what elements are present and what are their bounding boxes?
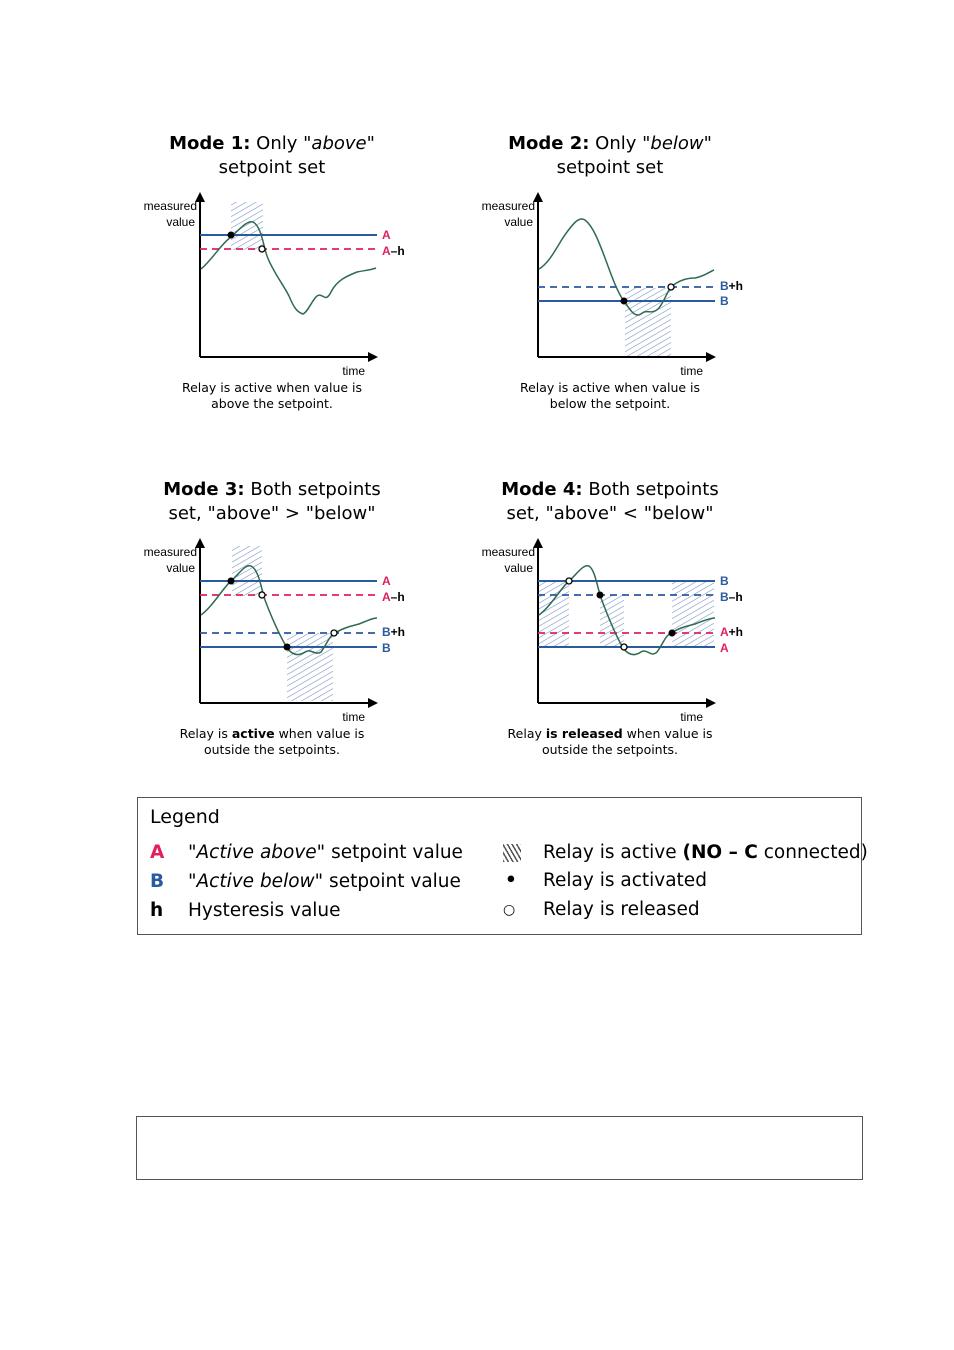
svg-text:B: B	[720, 574, 729, 588]
mode-2-caption: Relay is active when value is below the setpoint.	[519, 380, 701, 411]
mode-1-title: Mode 1: Only "above" setpoint set	[169, 133, 375, 178]
svg-text:B–h: B–h	[720, 590, 743, 604]
svg-text:value: value	[166, 561, 195, 575]
legend-symbol-a: A	[150, 842, 165, 863]
legend-symbol-h: h	[150, 900, 164, 921]
legend-box: Legend A "Active above" setpoint value B "Active below" setpoint value h Hysteresis value Relay is active (NO – C connected) • Relay is activated ○ Relay is released	[137, 797, 862, 935]
svg-text:time: time	[680, 710, 703, 724]
mode-2-chart	[475, 132, 815, 378]
svg-text:A: A	[382, 574, 391, 588]
activated-dot	[228, 232, 235, 239]
svg-text:measured: measured	[481, 199, 535, 213]
svg-text:B+h: B+h	[382, 625, 406, 639]
active-region-3	[672, 581, 714, 647]
mode-4-title: Mode 4: Both setpoints set, "above" < "below"	[501, 479, 719, 524]
mode-3-caption: Relay is active when value is outside the setpoints.	[179, 726, 365, 757]
released-dot	[259, 246, 265, 252]
svg-text:B+h: B+h	[720, 279, 744, 293]
mode-1-chart	[137, 132, 477, 378]
svg-text:A+h: A+h	[720, 625, 744, 639]
mode-3-chart	[137, 478, 477, 724]
svg-text:time: time	[680, 364, 703, 378]
mode-2-title: Mode 2: Only "below" setpoint set	[508, 133, 712, 178]
active-region-upper	[232, 546, 262, 596]
mode-3-title: Mode 3: Both setpoints set, "above" > "below"	[163, 479, 381, 524]
svg-text:value: value	[504, 561, 533, 575]
mode-4-chart	[475, 478, 815, 724]
legend-symbol-b: B	[150, 871, 165, 892]
svg-text:measured: measured	[143, 199, 197, 213]
svg-text:A: A	[720, 641, 729, 655]
svg-text:A: A	[382, 228, 391, 242]
hollow-dot-icon: ○	[503, 902, 516, 918]
active-region-1	[539, 581, 569, 647]
mode-1-caption: Relay is active when value is above the setpoint.	[181, 380, 363, 411]
mode-4-caption: Relay is released when value is outside the setpoints.	[507, 726, 713, 757]
filled-dot-icon: •	[505, 870, 517, 891]
hatch-icon	[503, 844, 521, 862]
svg-text:measured: measured	[143, 545, 197, 559]
svg-text:measured: measured	[481, 545, 535, 559]
note-box	[136, 1116, 863, 1180]
active-region	[231, 202, 263, 250]
legend-title: Legend	[150, 806, 220, 828]
svg-text:value: value	[504, 215, 533, 229]
svg-text:B: B	[720, 294, 729, 308]
svg-text:B: B	[382, 641, 391, 655]
svg-text:A–h: A–h	[382, 590, 405, 604]
svg-text:time: time	[342, 710, 365, 724]
svg-text:value: value	[166, 215, 195, 229]
svg-text:A–h: A–h	[382, 244, 405, 258]
svg-text:time: time	[342, 364, 365, 378]
